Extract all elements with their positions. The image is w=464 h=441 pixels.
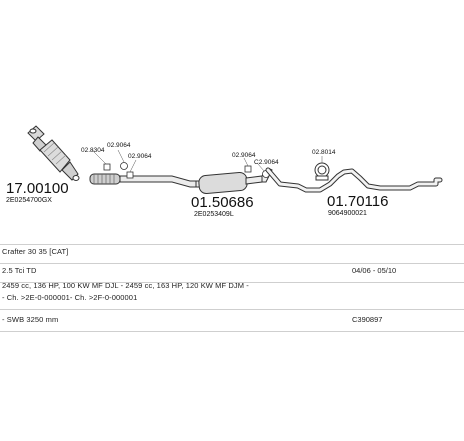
row-description: - Ch. >2E-0-000001- Ch. >2F-0-000001 bbox=[2, 293, 138, 302]
catalytic-converter bbox=[28, 126, 79, 181]
rear-pipe-part-number: 01.70116 bbox=[327, 193, 389, 210]
small-part-c6: 02.8014 bbox=[312, 149, 336, 156]
info-row-chassis bbox=[0, 290, 464, 310]
front-pipe bbox=[90, 174, 196, 187]
small-part-c5: C2.9064 bbox=[254, 159, 279, 166]
middle-silencer bbox=[196, 168, 272, 194]
small-part-c2: 02.9064 bbox=[107, 142, 131, 149]
rear-pipe-oem-number: 9064900021 bbox=[328, 210, 367, 217]
rear-pipe bbox=[268, 170, 440, 190]
row-code: C390897 bbox=[352, 315, 383, 324]
small-part-c1: 02.8304 bbox=[81, 147, 105, 154]
row-description: - SWB 3250 mm bbox=[2, 315, 59, 324]
small-part-c4: 02.9064 bbox=[232, 152, 256, 159]
rear-clamp bbox=[315, 163, 329, 180]
middle-clamps bbox=[245, 166, 270, 178]
info-row-model bbox=[0, 244, 464, 264]
row-divider bbox=[0, 331, 464, 332]
small-part-c3: 02.9064 bbox=[128, 153, 152, 160]
row-divider bbox=[0, 309, 464, 310]
catalyst-part-number: 17.00100 bbox=[6, 180, 69, 197]
info-row-wheelbase bbox=[0, 312, 464, 332]
row-description: 2.5 Tci TD bbox=[2, 266, 37, 275]
catalyst-oem-number: 2E0254700GX bbox=[6, 197, 52, 204]
row-code: 04/06 - 05/10 bbox=[352, 266, 397, 275]
middle-silencer-part-number: 01.50686 bbox=[191, 194, 254, 211]
row-description: 2459 cc, 136 HP, 100 KW MF DJL - 2459 cc, 163 HP, 120 KW MF DJM - bbox=[2, 281, 249, 290]
row-description: Crafter 30 35 [CAT] bbox=[2, 247, 69, 256]
middle-silencer-oem-number: 2E0253409L bbox=[194, 211, 234, 218]
row-divider bbox=[0, 244, 464, 245]
